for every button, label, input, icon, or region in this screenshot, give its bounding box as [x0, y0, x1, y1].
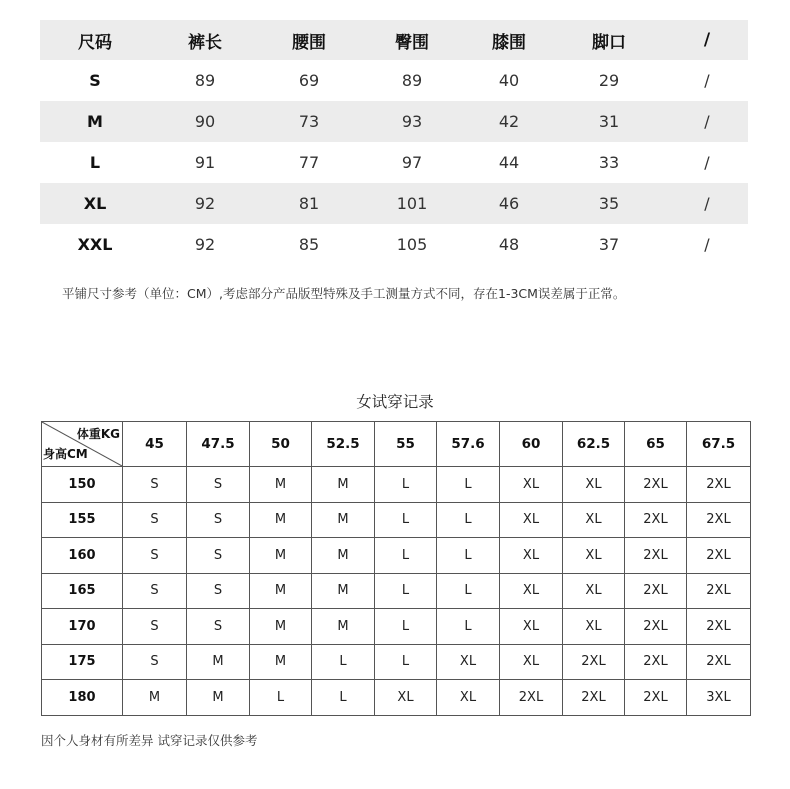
- trial-record-note: 因个人身材有所差异 试穿记录仅供参考: [41, 733, 258, 748]
- measurement-cell: 40: [498, 71, 520, 90]
- size-chart-header-cell: /: [703, 30, 711, 50]
- weight-header-cell: 47.5: [187, 422, 250, 467]
- weight-header-cell: 45: [123, 422, 187, 467]
- trial-row: [42, 680, 751, 716]
- measurement-cell: 89: [401, 71, 423, 90]
- recommended-size-cell: XL: [437, 644, 500, 680]
- size-label-cell: L: [89, 153, 101, 172]
- recommended-size-cell: 2XL: [563, 680, 625, 716]
- recommended-size-cell: XL: [563, 573, 625, 609]
- recommended-size-cell: XL: [563, 467, 625, 503]
- size-chart-header-cell: 裤长: [188, 32, 222, 53]
- size-label-cell: S: [89, 71, 101, 90]
- size-chart-row: [40, 101, 748, 142]
- trial-row: [42, 609, 751, 645]
- measurement-cell: 77: [298, 153, 320, 172]
- measurement-cell: 33: [598, 153, 620, 172]
- measurement-cell: 37: [598, 235, 620, 254]
- recommended-size-cell: M: [250, 573, 312, 609]
- weight-axis-label: 体重KG: [76, 427, 120, 441]
- size-chart-header-cell: 腰围: [292, 32, 326, 53]
- measurement-cell: 92: [194, 235, 216, 254]
- measurement-cell: 48: [498, 235, 520, 254]
- recommended-size-cell: S: [123, 538, 187, 574]
- size-chart-row: [40, 60, 748, 101]
- recommended-size-cell: L: [375, 573, 437, 609]
- size-chart-header-row: [40, 20, 748, 60]
- size-chart-header-cell: 尺码: [78, 32, 112, 53]
- recommended-size-cell: L: [375, 538, 437, 574]
- recommended-size-cell: 2XL: [625, 680, 687, 716]
- recommended-size-cell: 3XL: [687, 680, 751, 716]
- weight-header-cell: 65: [625, 422, 687, 467]
- recommended-size-cell: S: [123, 502, 187, 538]
- recommended-size-cell: L: [437, 609, 500, 645]
- size-chart-table: [40, 20, 748, 265]
- recommended-size-cell: 2XL: [687, 502, 751, 538]
- recommended-size-cell: XL: [500, 609, 563, 645]
- recommended-size-cell: L: [375, 644, 437, 680]
- measurement-cell: 105: [396, 235, 428, 254]
- size-label-cell: M: [87, 112, 103, 131]
- height-cell: 170: [42, 609, 123, 645]
- measurement-cell: 89: [194, 71, 216, 90]
- height-cell: 180: [42, 680, 123, 716]
- recommended-size-cell: 2XL: [687, 467, 751, 503]
- recommended-size-cell: XL: [500, 573, 563, 609]
- recommended-size-cell: S: [123, 609, 187, 645]
- recommended-size-cell: M: [312, 573, 375, 609]
- measurement-cell: 44: [498, 153, 520, 172]
- recommended-size-cell: XL: [500, 502, 563, 538]
- recommended-size-cell: 2XL: [625, 502, 687, 538]
- recommended-size-cell: L: [437, 467, 500, 503]
- measurement-cell: 97: [401, 153, 423, 172]
- height-cell: 155: [42, 502, 123, 538]
- recommended-size-cell: 2XL: [687, 609, 751, 645]
- recommended-size-cell: 2XL: [625, 644, 687, 680]
- weight-header-cell: 52.5: [312, 422, 375, 467]
- trial-row: [42, 467, 751, 503]
- size-chart-note: 平铺尺寸参考（单位：CM）,考虑部分产品版型特殊及手工测量方式不同，存在1-3CM误差属于正常。: [62, 286, 626, 301]
- trial-record-title: 女试穿记录: [356, 393, 434, 411]
- weight-header-cell: 62.5: [563, 422, 625, 467]
- recommended-size-cell: M: [123, 680, 187, 716]
- trial-row: [42, 644, 751, 680]
- measurement-cell: 46: [498, 194, 520, 213]
- measurement-cell: 90: [194, 112, 216, 131]
- weight-header-cell: 55: [375, 422, 437, 467]
- recommended-size-cell: 2XL: [625, 538, 687, 574]
- weight-header-cell: 57.6: [437, 422, 500, 467]
- recommended-size-cell: S: [187, 467, 250, 503]
- height-cell: 150: [42, 467, 123, 503]
- trial-body: [42, 467, 751, 716]
- recommended-size-cell: M: [187, 680, 250, 716]
- recommended-size-cell: L: [375, 609, 437, 645]
- recommended-size-cell: XL: [563, 609, 625, 645]
- measurement-cell: /: [704, 235, 710, 254]
- recommended-size-cell: M: [250, 644, 312, 680]
- measurement-cell: 93: [401, 112, 423, 131]
- size-chart-header-cell: 膝围: [492, 32, 526, 53]
- recommended-size-cell: XL: [563, 538, 625, 574]
- size-chart-header-cell: 臀围: [395, 32, 429, 53]
- recommended-size-cell: M: [312, 609, 375, 645]
- recommended-size-cell: L: [437, 538, 500, 574]
- recommended-size-cell: M: [250, 502, 312, 538]
- measurement-cell: 29: [598, 71, 620, 90]
- measurement-cell: 81: [298, 194, 320, 213]
- recommended-size-cell: M: [250, 609, 312, 645]
- recommended-size-cell: 2XL: [625, 609, 687, 645]
- measurement-cell: 35: [598, 194, 620, 213]
- recommended-size-cell: L: [312, 680, 375, 716]
- height-axis-label: 身高CM: [43, 447, 88, 461]
- height-cell: 160: [42, 538, 123, 574]
- recommended-size-cell: 2XL: [687, 644, 751, 680]
- recommended-size-cell: L: [437, 573, 500, 609]
- measurement-cell: 92: [194, 194, 216, 213]
- trial-row: [42, 502, 751, 538]
- recommended-size-cell: S: [123, 644, 187, 680]
- measurement-cell: 85: [298, 235, 320, 254]
- size-chart-row: [40, 142, 748, 183]
- recommended-size-cell: S: [123, 573, 187, 609]
- trial-row: [42, 573, 751, 609]
- trial-row: [42, 538, 751, 574]
- trial-header-row: [42, 422, 751, 467]
- size-label-cell: XL: [83, 194, 107, 213]
- recommended-size-cell: L: [250, 680, 312, 716]
- recommended-size-cell: L: [312, 644, 375, 680]
- measurement-cell: /: [704, 153, 710, 172]
- recommended-size-cell: M: [250, 538, 312, 574]
- size-label-cell: XXL: [77, 235, 113, 254]
- recommended-size-cell: M: [187, 644, 250, 680]
- recommended-size-cell: 2XL: [625, 467, 687, 503]
- measurement-cell: 101: [396, 194, 428, 213]
- recommended-size-cell: L: [375, 467, 437, 503]
- recommended-size-cell: S: [187, 573, 250, 609]
- recommended-size-cell: M: [250, 467, 312, 503]
- recommended-size-cell: 2XL: [687, 573, 751, 609]
- recommended-size-cell: 2XL: [687, 538, 751, 574]
- corner-header-cell: [42, 422, 123, 467]
- measurement-cell: 42: [498, 112, 520, 131]
- size-chart-header-cell: 脚口: [592, 32, 626, 53]
- weight-header-cell: 60: [500, 422, 563, 467]
- recommended-size-cell: M: [312, 538, 375, 574]
- recommended-size-cell: 2XL: [625, 573, 687, 609]
- recommended-size-cell: L: [437, 502, 500, 538]
- height-cell: 165: [42, 573, 123, 609]
- recommended-size-cell: XL: [500, 467, 563, 503]
- height-cell: 175: [42, 644, 123, 680]
- recommended-size-cell: XL: [500, 538, 563, 574]
- recommended-size-cell: 2XL: [563, 644, 625, 680]
- weight-header-cell: 50: [250, 422, 312, 467]
- recommended-size-cell: S: [123, 467, 187, 503]
- recommended-size-cell: XL: [500, 644, 563, 680]
- recommended-size-cell: M: [312, 502, 375, 538]
- measurement-cell: 31: [598, 112, 620, 131]
- recommended-size-cell: XL: [375, 680, 437, 716]
- recommended-size-cell: 2XL: [500, 680, 563, 716]
- recommended-size-cell: L: [375, 502, 437, 538]
- size-chart-row: [40, 183, 748, 224]
- measurement-cell: 73: [298, 112, 320, 131]
- trial-record-table: [41, 421, 751, 716]
- recommended-size-cell: S: [187, 502, 250, 538]
- measurement-cell: /: [704, 194, 710, 213]
- size-chart-body: [40, 60, 748, 265]
- size-chart-row: [40, 224, 748, 265]
- weight-header-cell: 67.5: [687, 422, 751, 467]
- recommended-size-cell: M: [312, 467, 375, 503]
- recommended-size-cell: XL: [563, 502, 625, 538]
- measurement-cell: /: [704, 71, 710, 90]
- recommended-size-cell: S: [187, 538, 250, 574]
- recommended-size-cell: XL: [437, 680, 500, 716]
- measurement-cell: 69: [298, 71, 320, 90]
- recommended-size-cell: S: [187, 609, 250, 645]
- measurement-cell: /: [704, 112, 710, 131]
- measurement-cell: 91: [194, 153, 216, 172]
